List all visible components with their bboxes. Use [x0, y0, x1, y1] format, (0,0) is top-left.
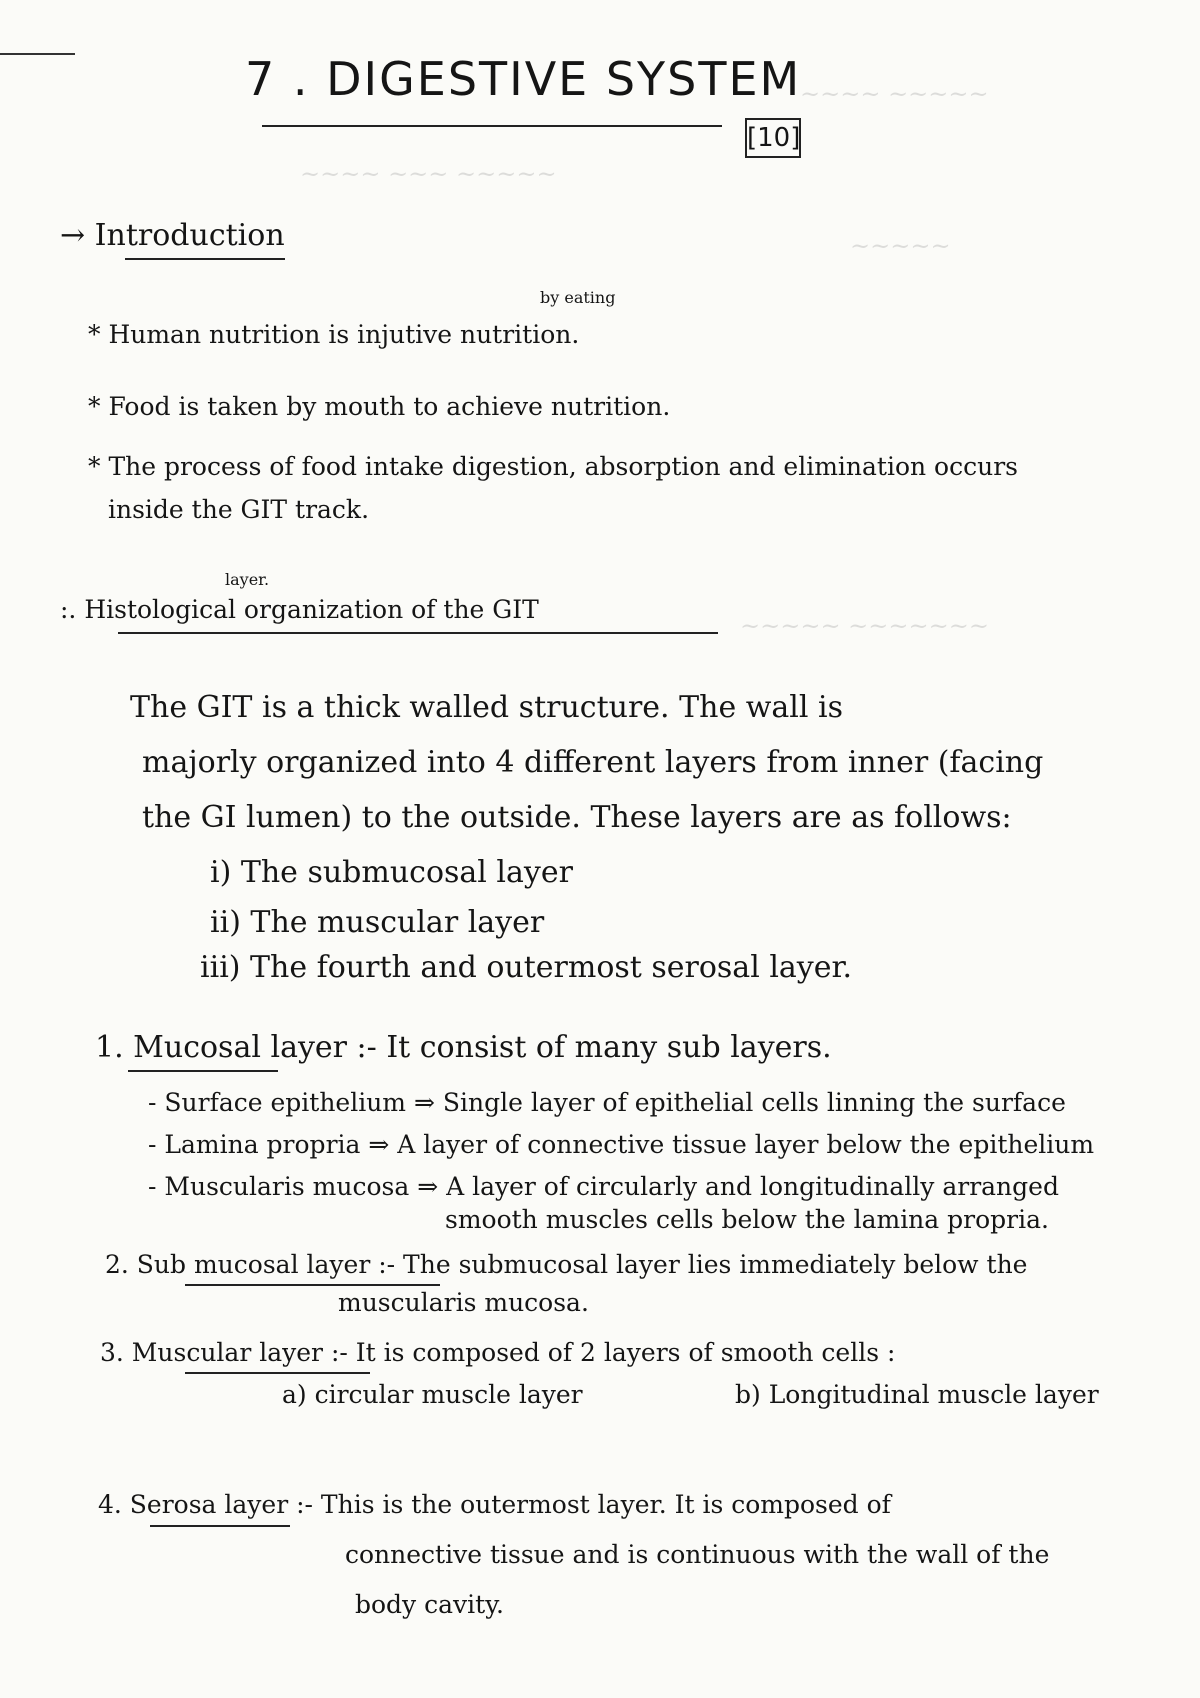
- layer-text: b) Longitudinal muscle layer: [735, 1380, 1099, 1409]
- title-underline: [262, 125, 722, 127]
- intro-line: * Human nutrition is injutive nutrition.: [88, 320, 580, 349]
- bleed-through: ~~~~~: [850, 232, 951, 260]
- sublayer-line: - Lamina propria ⇒ A layer of connective tissue layer below the epithelium: [148, 1130, 1095, 1159]
- layer-text: connective tissue and is continuous with the wall of the: [345, 1540, 1050, 1569]
- margin-annotation: by eating: [540, 288, 616, 307]
- heading-underline: [128, 1070, 278, 1072]
- section-heading-histology: :. Histological organization of the GIT: [60, 595, 539, 624]
- intro-line: inside the GIT track.: [108, 495, 370, 524]
- paragraph-line: The GIT is a thick walled structure. The wall is: [130, 690, 844, 725]
- heading-underline: [125, 258, 285, 260]
- bleed-through: ~~~~ ~~~~~: [800, 80, 989, 108]
- sublayer-line: smooth muscles cells below the lamina propria.: [445, 1205, 1049, 1234]
- section-heading-introduction: → Introduction: [60, 218, 285, 253]
- margin-rule: [0, 53, 75, 55]
- layer-heading: 4. Serosa layer :- This is the outermost layer. It is composed of: [98, 1490, 891, 1519]
- intro-line: * Food is taken by mouth to achieve nutrition.: [88, 392, 671, 421]
- layer-heading: 1. Mucosal layer :- It consist of many sub layers.: [95, 1030, 832, 1065]
- sublayer-line: - Muscularis mucosa ⇒ A layer of circularly and longitudinally arranged: [148, 1172, 1059, 1201]
- sublayer-line: - Surface epithelium ⇒ Single layer of epithelial cells linning the surface: [148, 1088, 1066, 1117]
- bleed-through: ~~~~ ~~~ ~~~~~: [300, 160, 557, 188]
- paragraph-line: the GI lumen) to the outside. These layers are as follows:: [142, 800, 1012, 835]
- heading-underline: [118, 632, 718, 634]
- layer-heading: 3. Muscular layer :- It is composed of 2 layers of smooth cells :: [100, 1338, 896, 1367]
- heading-underline: [150, 1525, 290, 1527]
- layer-text: a) circular muscle layer: [282, 1380, 583, 1409]
- paragraph-line: majorly organized into 4 different layers from inner (facing: [142, 745, 1044, 780]
- layer-text: muscularis mucosa.: [338, 1288, 589, 1317]
- heading-underline: [185, 1372, 370, 1374]
- bleed-through: ~~~~~ ~~~~~~~: [740, 612, 989, 640]
- layer-text: body cavity.: [355, 1590, 504, 1619]
- margin-annotation: layer.: [225, 570, 270, 589]
- heading-underline: [185, 1284, 440, 1286]
- list-item: i) The submucosal layer: [210, 855, 573, 890]
- layer-heading: 2. Sub mucosal layer :- The submucosal layer lies immediately below the: [105, 1250, 1028, 1279]
- marks-badge: [10]: [745, 118, 801, 158]
- list-item: iii) The fourth and outermost serosal layer.: [200, 950, 853, 985]
- list-item: ii) The muscular layer: [210, 905, 545, 940]
- intro-line: * The process of food intake digestion, absorption and elimination occurs: [88, 452, 1018, 481]
- page-title: 7 . DIGESTIVE SYSTEM: [245, 52, 802, 106]
